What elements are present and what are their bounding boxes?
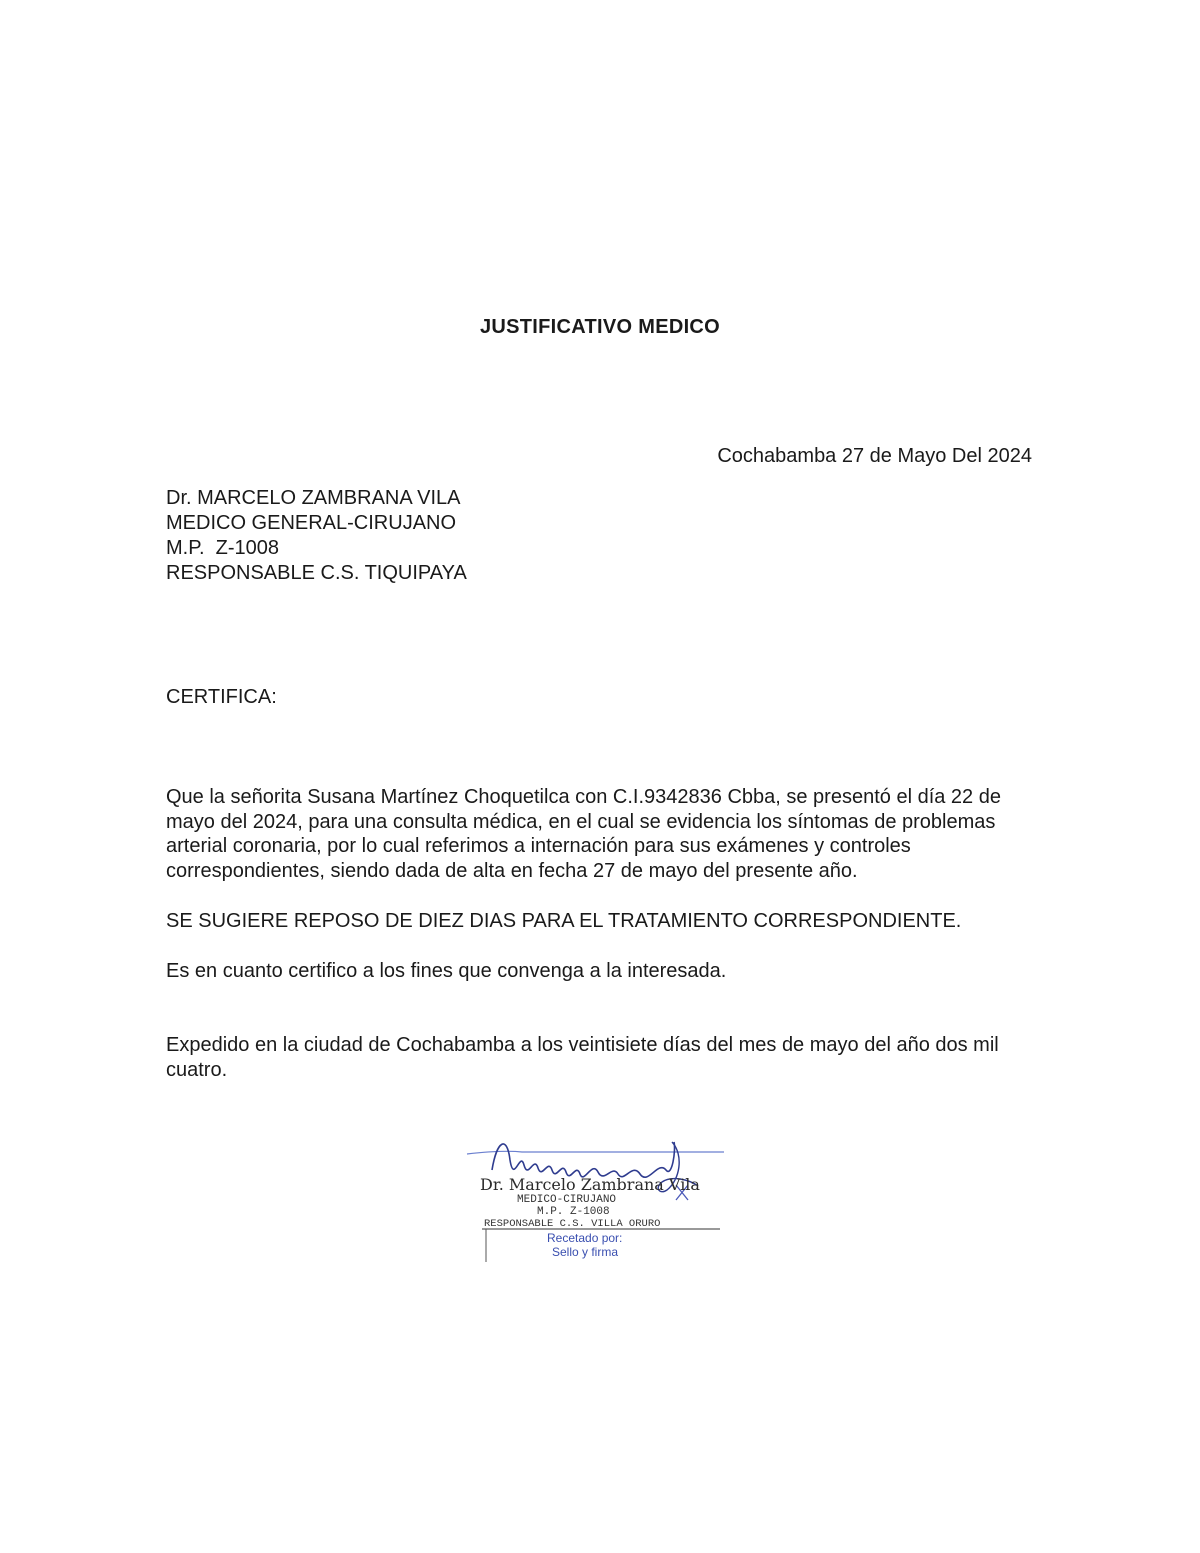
certifies-label: CERTIFICA: [166, 686, 277, 708]
doctor-specialty: MEDICO GENERAL-CIRUJANO [166, 512, 457, 534]
stamp-name: Dr. Marcelo Zambrana Vila [480, 1175, 700, 1194]
signature-stamp [462, 1130, 732, 1265]
stamp-note-line1: Recetado por: [547, 1231, 623, 1245]
signature-icon [467, 1151, 724, 1154]
body-paragraph: Que la señorita Susana Martínez Choquetilca con C.I.9342836 Cbba, se presentó el día 22 de mayo del 2024, para una consulta médica, en el cual se evidencia los síntomas de problemas arterial coronaria, por lo cual referimos a internación para sus exámenes y controles correspondientes, siendo dada de alta en fecha 27 de mayo del presente año. [166, 786, 1001, 882]
closing-paragraph: Es en cuanto certifico a los fines que convenga a la interesada. [166, 960, 727, 982]
issued-paragraph: Expedido en la ciudad de Cochabamba a los veintisiete días del mes de mayo del año dos mil cuatro. [166, 1034, 999, 1081]
stamp-license: M.P. Z-1008 [537, 1206, 610, 1218]
doctor-role: RESPONSABLE C.S. TIQUIPAYA [166, 562, 467, 584]
doctor-license: M.P. Z-1008 [166, 537, 280, 559]
document-title: JUSTIFICATIVO MEDICO [479, 316, 721, 338]
doctor-name: Dr. MARCELO ZAMBRANA VILA [166, 487, 461, 509]
stamp-role: RESPONSABLE C.S. VILLA ORURO [484, 1218, 661, 1230]
stamp-note-line2: Sello y firma [552, 1245, 619, 1259]
date-line: Cochabamba 27 de Mayo Del 2024 [717, 445, 1032, 467]
doctor-info-block [166, 486, 467, 586]
recommendation-paragraph: SE SUGIERE REPOSO DE DIEZ DIAS PARA EL TRATAMIENTO CORRESPONDIENTE. [166, 910, 962, 932]
stamp-specialty: MEDICO-CIRUJANO [517, 1194, 617, 1206]
